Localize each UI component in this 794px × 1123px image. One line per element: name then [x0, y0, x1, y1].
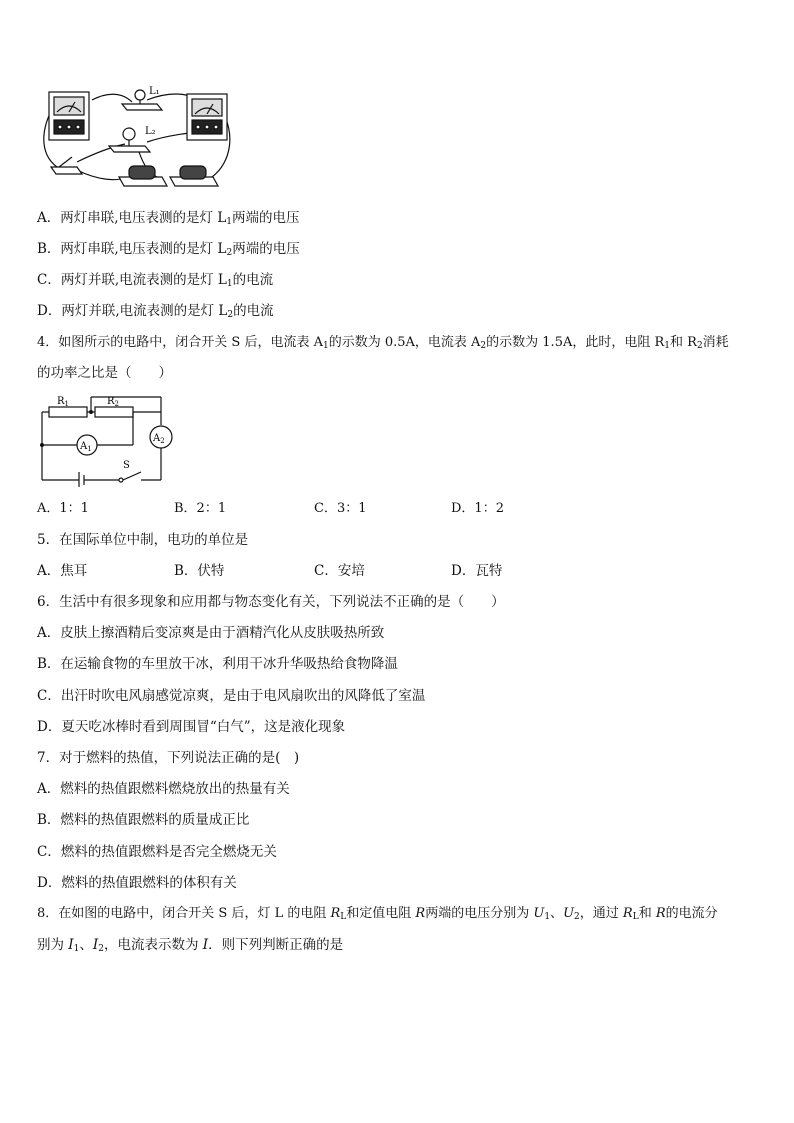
q4-stem-line1: 4．如图所示的电路中，闭合开关 S 后，电流表 $A_1$的示数为 0.5A，电流表 $A_2$的示数为 1.5A，此时，电阻 $R_1$和 $R_2$消耗 — [37, 335, 729, 351]
q5-option-a: A．焦耳 — [37, 563, 88, 579]
q3-option-b: B．两灯串联,电压表测的是灯 $L_2$两端的电压 — [37, 241, 300, 258]
q4-stem-line2: 的功率之比是（ ） — [37, 365, 172, 381]
q4-label-switch: S — [123, 460, 130, 471]
lamp-label-l2: L₂ — [145, 126, 156, 137]
q4-label-a1: A — [80, 441, 88, 452]
svg-text:R2: $R_2$ — [107, 396, 119, 408]
svg-text:R1: $R_1$ — [57, 396, 69, 408]
q3-option-d: D．两灯并联,电流表测的是灯 $L_2$的电流 — [37, 303, 274, 320]
q3-option-a: A．两灯串联,电压表测的是灯 $L_1$两端的电压 — [37, 210, 300, 227]
q8-stem-line1: 8．在如图的电路中，闭合开关 S 后，灯 L 的电阻 $R_L$和定值电阻 R两端的电压分别为 $U_1$、$U_2$，通过 $R_L$和 R的电流分 — [37, 906, 718, 922]
q3-circuit-figure — [37, 82, 237, 194]
q5-option-c: C．安培 — [314, 563, 365, 579]
q3-option-c: C．两灯并联,电流表测的是灯 $L_1$的电流 — [37, 272, 274, 289]
q4-option-b: B．2：1 — [174, 501, 227, 516]
q6-option-d: D．夏天吃冰棒时看到周围冒“白气”，这是液化现象 — [37, 719, 346, 735]
q7-option-c: C．燃料的热值跟燃料是否完全燃烧无关 — [37, 844, 277, 860]
q4-label-r2: R — [107, 396, 115, 407]
q6-stem: 6．生活中有很多现象和应用都与物态变化有关，下列说法不正确的是（ ） — [37, 594, 505, 610]
q7-option-b: B．燃料的热值跟燃料的质量成正比 — [37, 812, 250, 828]
lamp-label-l1: L₁ — [149, 86, 160, 97]
q4-circuit-figure — [37, 392, 182, 487]
q7-option-a: A．燃料的热值跟燃料燃烧放出的热量有关 — [37, 781, 290, 797]
q5-stem: 5．在国际单位中制，电功的单位是 — [37, 532, 249, 548]
q7-stem: 7．对于燃料的热值，下列说法正确的是( ) — [37, 750, 300, 766]
svg-text:A2: $A_2$ — [153, 433, 165, 445]
q4-option-a: A．1：1 — [37, 501, 89, 516]
q5-option-d: D．瓦特 — [451, 563, 503, 579]
q4-label-a2: A — [153, 433, 161, 444]
q6-option-b: B．在运输食物的车里放干冰，利用干冰升华吸热给食物降温 — [37, 656, 398, 672]
q4-label-r1: R — [57, 396, 65, 407]
q6-option-c: C．出汗时吹电风扇感觉凉爽，是由于电风扇吹出的风降低了室温 — [37, 688, 426, 704]
q6-option-a: A．皮肤上擦酒精后变凉爽是由于酒精汽化从皮肤吸热所致 — [37, 625, 385, 641]
q5-option-b: B．伏特 — [174, 563, 225, 579]
q4-option-c: C．3：1 — [314, 501, 367, 516]
svg-text:A1: $A_1$ — [80, 441, 92, 453]
q7-option-d: D．燃料的热值跟燃料的体积有关 — [37, 875, 237, 891]
q8-stem-line2: 别为 $I_1$、$I_2$，电流表示数为 I．则下列判断正确的是 — [37, 937, 344, 954]
q4-option-d: D．1：2 — [451, 501, 504, 516]
